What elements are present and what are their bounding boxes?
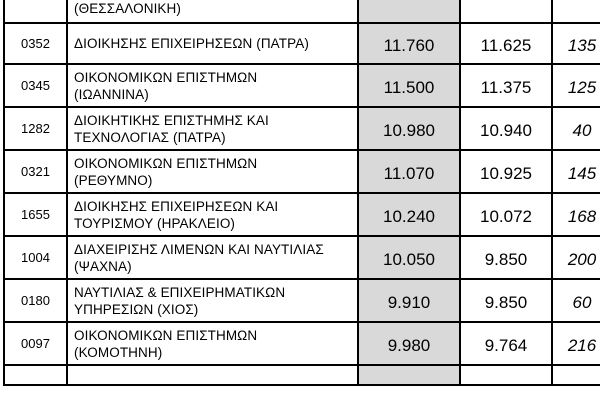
department-name — [67, 64, 358, 107]
score-previous — [460, 365, 552, 385]
score-current — [358, 365, 460, 385]
department-name-line2: (ΨΑΧΝΑ) — [74, 258, 132, 274]
department-name-line2: (ΙΩΑΝΝΙΝΑ) — [74, 86, 149, 102]
table-row — [4, 150, 600, 193]
score-current: 11.500 — [358, 64, 460, 107]
score-current: 10.050 — [358, 236, 460, 279]
score-current: 11.760 — [358, 23, 460, 64]
department-code: 0352 — [4, 23, 67, 64]
positions-count: 216 — [552, 322, 600, 365]
department-name — [67, 236, 358, 279]
table-row — [4, 322, 600, 365]
department-code: 1282 — [4, 107, 67, 150]
department-name-line2: ΤΟΥΡΙΣΜΟΥ (ΗΡΑΚΛΕΙΟ) — [74, 215, 236, 231]
department-code: 0180 — [4, 279, 67, 322]
positions-count: 135 — [552, 23, 600, 64]
score-current: 9.910 — [358, 279, 460, 322]
department-name — [67, 23, 358, 64]
score-previous — [460, 0, 552, 23]
department-name — [67, 365, 358, 385]
department-code: 1655 — [4, 193, 67, 236]
score-previous: 10.940 — [460, 107, 552, 150]
positions-count: 168 — [552, 193, 600, 236]
department-code: 0097 — [4, 322, 67, 365]
department-name — [67, 279, 358, 322]
table-row — [4, 236, 600, 279]
score-previous: 10.925 — [460, 150, 552, 193]
department-name-line2: ΤΕΧΝΟΛΟΓΙΑΣ (ΠΑΤΡΑ) — [74, 129, 226, 145]
score-previous: 11.625 — [460, 23, 552, 64]
positions-count — [552, 0, 600, 23]
table-row — [4, 64, 600, 107]
table-row — [4, 279, 600, 322]
table-body — [4, 0, 600, 385]
score-current — [358, 0, 460, 23]
score-previous: 11.375 — [460, 64, 552, 107]
department-name-line1: ΟΙΚΟΝΟΜΙΚΩΝ ΕΠΙΣΤΗΜΩΝ — [74, 155, 258, 171]
department-code — [4, 365, 67, 385]
department-name-line1: ΟΙΚΟΝΟΜΙΚΩΝ ΕΠΙΣΤΗΜΩΝ — [74, 327, 258, 343]
department-code — [4, 0, 67, 23]
score-current: 10.240 — [358, 193, 460, 236]
positions-count — [552, 365, 600, 385]
positions-count: 200 — [552, 236, 600, 279]
department-name — [67, 193, 358, 236]
department-name-line1: ΔΙΟΙΚΗΣΗΣ ΕΠΙΧΕΙΡΗΣΕΩΝ (ΠΑΤΡΑ) — [74, 36, 309, 51]
department-name-line1: (ΘΕΣΣΑΛΟΝΙΚΗ) — [74, 0, 181, 16]
score-current: 9.980 — [358, 322, 460, 365]
table-row — [4, 0, 600, 23]
department-name — [67, 150, 358, 193]
department-name-line2: ΥΠΗΡΕΣΙΩΝ (ΧΙΟΣ) — [74, 301, 199, 317]
positions-count: 145 — [552, 150, 600, 193]
score-current: 11.070 — [358, 150, 460, 193]
department-name-line1: ΝΑΥΤΙΛΙΑΣ & ΕΠΙΧΕΙΡΗΜΑΤΙΚΩΝ — [74, 284, 286, 300]
department-code: 0321 — [4, 150, 67, 193]
table-row — [4, 23, 600, 64]
score-previous: 10.072 — [460, 193, 552, 236]
positions-count: 40 — [552, 107, 600, 150]
score-previous: 9.764 — [460, 322, 552, 365]
score-previous: 9.850 — [460, 236, 552, 279]
table-row — [4, 193, 600, 236]
positions-count: 125 — [552, 64, 600, 107]
department-name-line2: (ΚΟΜΟΤΗΝΗ) — [74, 344, 163, 360]
department-name-line1: ΔΙΑΧΕΙΡΙΣΗΣ ΛΙΜΕΝΩΝ ΚΑΙ ΝΑΥΤΙΛΙΑΣ — [74, 241, 324, 257]
department-code: 0345 — [4, 64, 67, 107]
department-name — [67, 322, 358, 365]
admission-scores-table — [3, 0, 600, 386]
score-current: 10.980 — [358, 107, 460, 150]
table-row — [4, 365, 600, 385]
department-name-line1: ΔΙΟΙΚΗΤΙΚΗΣ ΕΠΙΣΤΗΜΗΣ ΚΑΙ — [74, 112, 269, 128]
positions-count: 60 — [552, 279, 600, 322]
department-name-line1: ΔΙΟΙΚΗΣΗΣ ΕΠΙΧΕΙΡΗΣΕΩΝ ΚΑΙ — [74, 198, 279, 214]
department-name-line1: ΟΙΚΟΝΟΜΙΚΩΝ ΕΠΙΣΤΗΜΩΝ — [74, 69, 258, 85]
department-code: 1004 — [4, 236, 67, 279]
score-previous: 9.850 — [460, 279, 552, 322]
department-name — [67, 107, 358, 150]
department-name — [67, 0, 358, 23]
department-name-line2: (ΡΕΘΥΜΝΟ) — [74, 172, 153, 188]
table-row — [4, 107, 600, 150]
